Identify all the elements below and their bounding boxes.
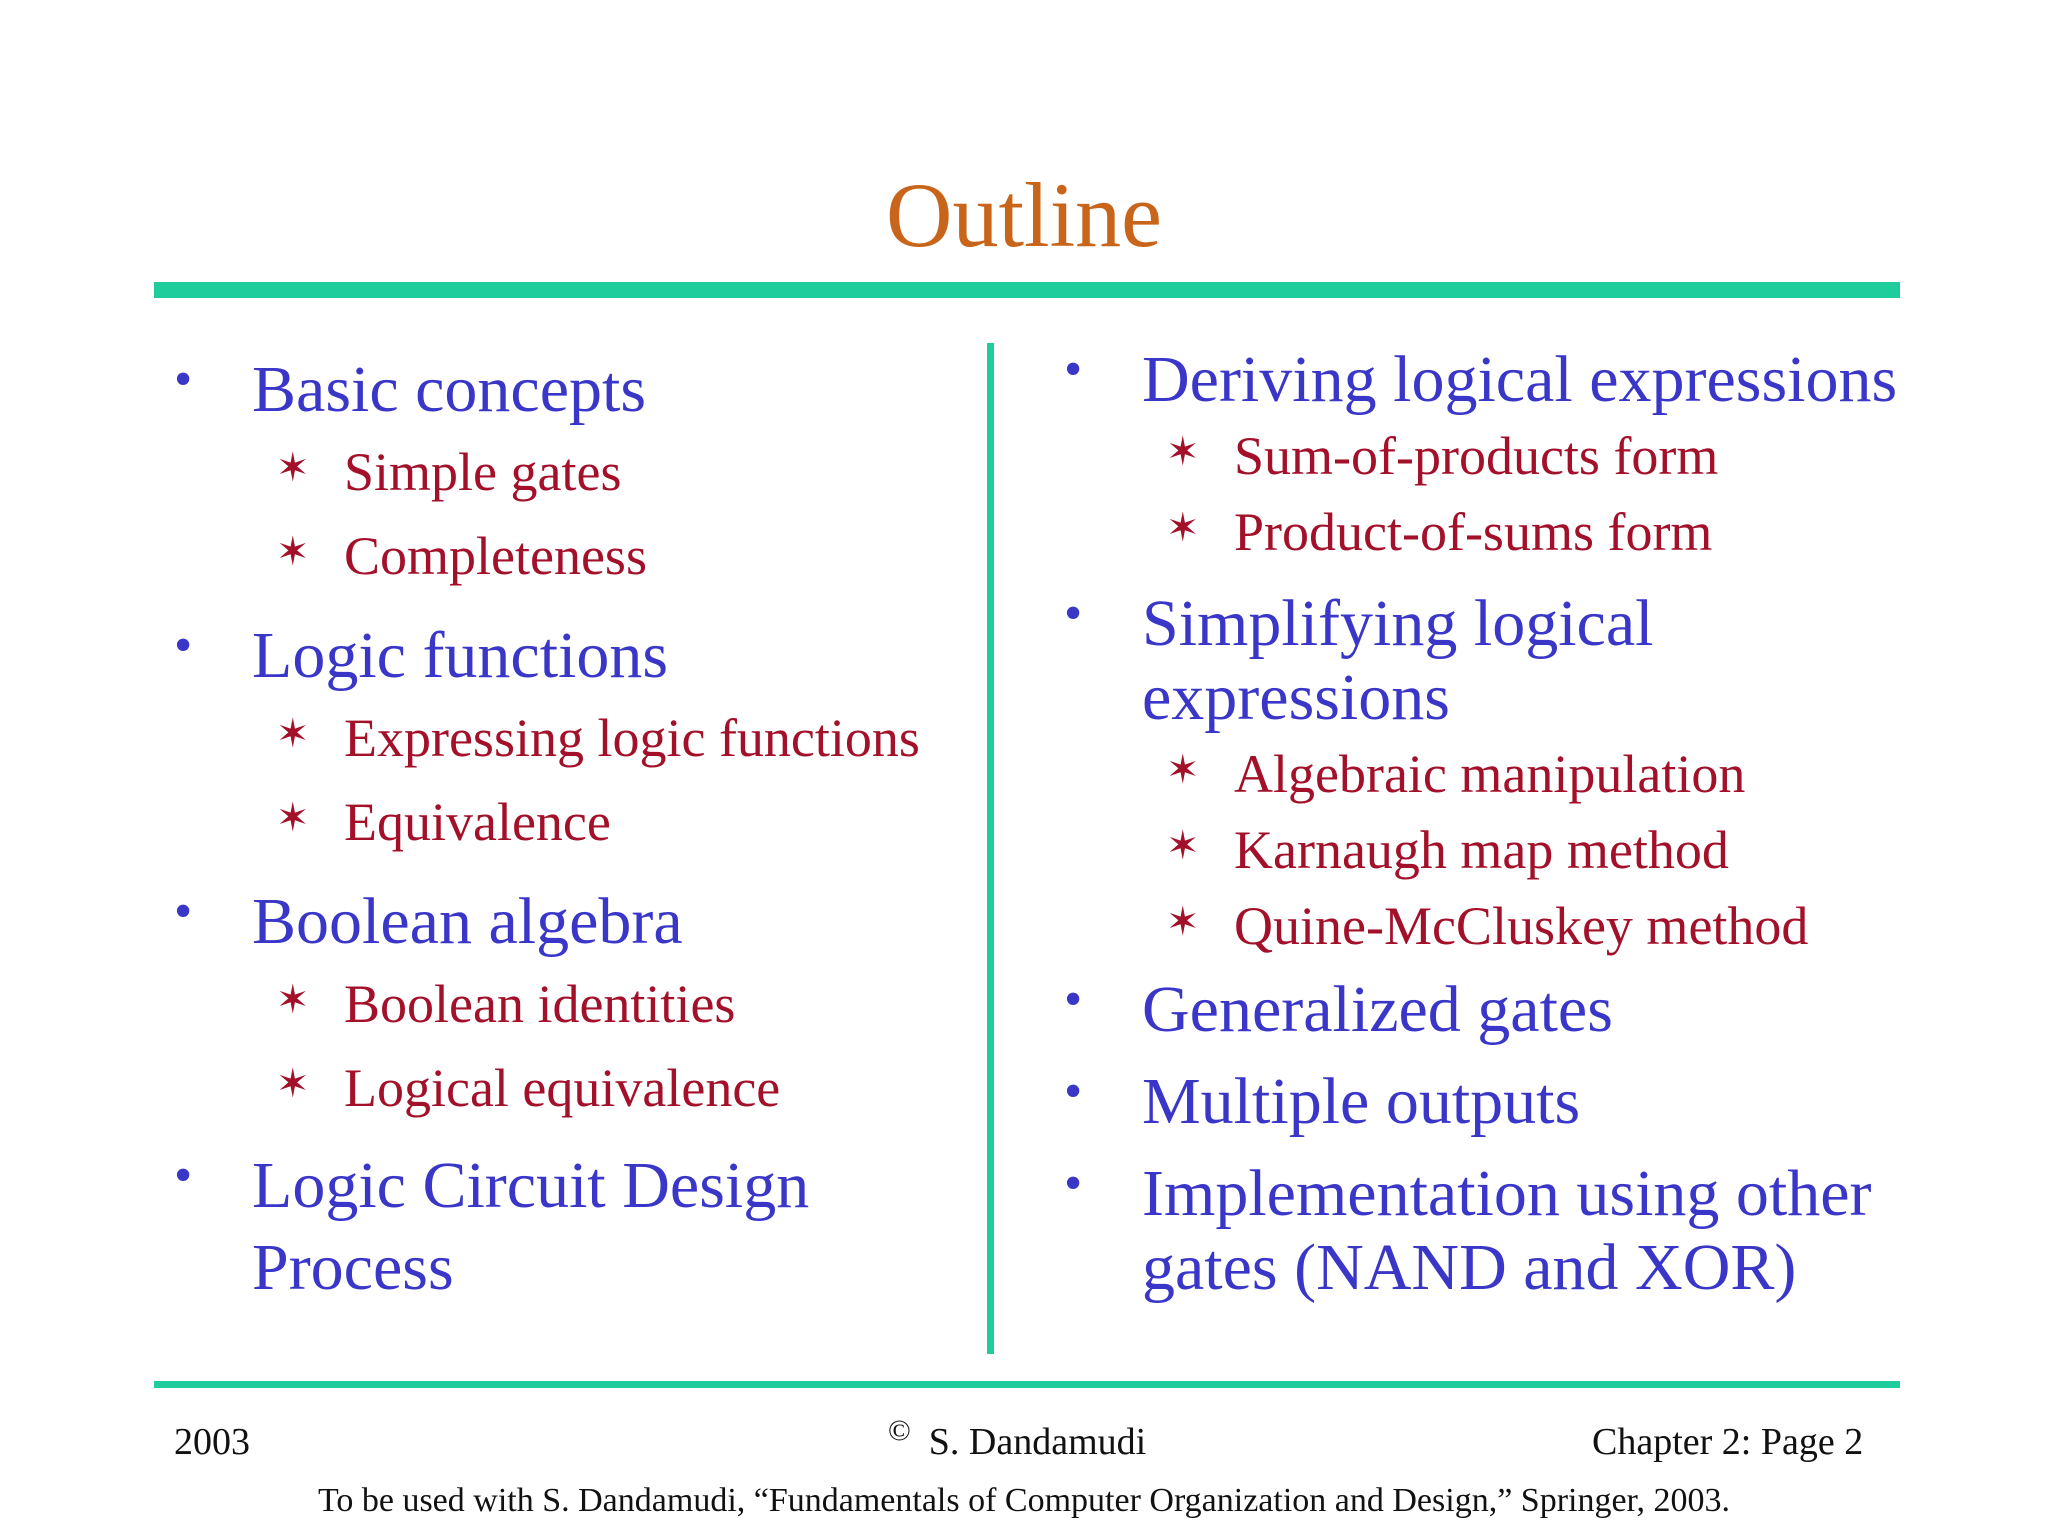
bullet-text-line-1: Simplifying logical — [1142, 587, 1654, 660]
sub-bullet-text: Quine-McCluskey method — [1234, 896, 1809, 956]
asterisk-bullet-icon: ✶ — [276, 1061, 310, 1106]
sub-bullet-text: Boolean identities — [344, 974, 736, 1034]
asterisk-bullet-icon: ✶ — [276, 445, 310, 490]
footer-citation-note: To be used with S. Dandamudi, “Fundamentals of Computer Organization and Design,” Springer, 2003. — [317, 1482, 1731, 1519]
footer-author-name: S. Dandamudi — [928, 1421, 1147, 1463]
bullet-icon: • — [1064, 971, 1083, 1028]
sub-bullet-text: Product-of-sums form — [1234, 502, 1713, 562]
bullet-text: Deriving logical expressions — [1142, 343, 1898, 416]
bullet-text: Generalized gates — [1142, 973, 1613, 1046]
bullet-text: Multiple outputs — [1142, 1065, 1581, 1138]
footer-rule — [154, 1381, 1900, 1388]
asterisk-bullet-icon: ✶ — [1166, 899, 1200, 944]
bullet-text: Logic functions — [252, 619, 669, 692]
bullet-text: Boolean algebra — [252, 885, 683, 958]
asterisk-bullet-icon: ✶ — [276, 529, 310, 574]
footer-page-number: Chapter 2: Page 2 — [1592, 1421, 1864, 1463]
asterisk-bullet-icon: ✶ — [1166, 747, 1200, 792]
title-underline-rule — [154, 282, 1900, 298]
bullet-icon: • — [174, 351, 193, 408]
sub-bullet-text: Expressing logic functions — [344, 708, 920, 768]
asterisk-bullet-icon: ✶ — [276, 711, 310, 756]
column-divider — [987, 343, 994, 1354]
sub-bullet-text: Simple gates — [344, 442, 622, 502]
footer-year: 2003 — [174, 1421, 250, 1463]
bullet-icon: • — [174, 1147, 193, 1204]
bullet-text-line-2: expressions — [1142, 661, 1450, 734]
sub-bullet-text: Equivalence — [344, 792, 611, 852]
sub-bullet-text: Sum-of-products form — [1234, 426, 1719, 486]
asterisk-bullet-icon: ✶ — [1166, 429, 1200, 474]
bullet-text-line-2: Process — [252, 1231, 454, 1304]
bullet-icon: • — [1064, 1063, 1083, 1120]
asterisk-bullet-icon: ✶ — [1166, 823, 1200, 868]
bullet-icon: • — [1064, 585, 1083, 642]
bullet-icon: • — [174, 883, 193, 940]
asterisk-bullet-icon: ✶ — [276, 795, 310, 840]
bullet-text-line-2: gates (NAND and XOR) — [1142, 1231, 1797, 1304]
sub-bullet-text: Algebraic manipulation — [1234, 744, 1746, 804]
copyright-icon: © — [888, 1414, 911, 1447]
asterisk-bullet-icon: ✶ — [1166, 505, 1200, 550]
bullet-icon: • — [1064, 341, 1083, 398]
footer-author — [888, 1414, 1147, 1464]
slide-title: Outline — [886, 164, 1162, 266]
sub-bullet-text: Karnaugh map method — [1234, 820, 1729, 880]
bullet-text: Basic concepts — [252, 353, 647, 426]
sub-bullet-text: Completeness — [344, 526, 647, 586]
bullet-icon: • — [1064, 1155, 1083, 1212]
bullet-text-line-1: Logic Circuit Design — [252, 1149, 810, 1222]
asterisk-bullet-icon: ✶ — [276, 977, 310, 1022]
sub-bullet-text: Logical equivalence — [344, 1058, 781, 1118]
bullet-text-line-1: Implementation using other — [1142, 1157, 1872, 1230]
bullet-icon: • — [174, 617, 193, 674]
